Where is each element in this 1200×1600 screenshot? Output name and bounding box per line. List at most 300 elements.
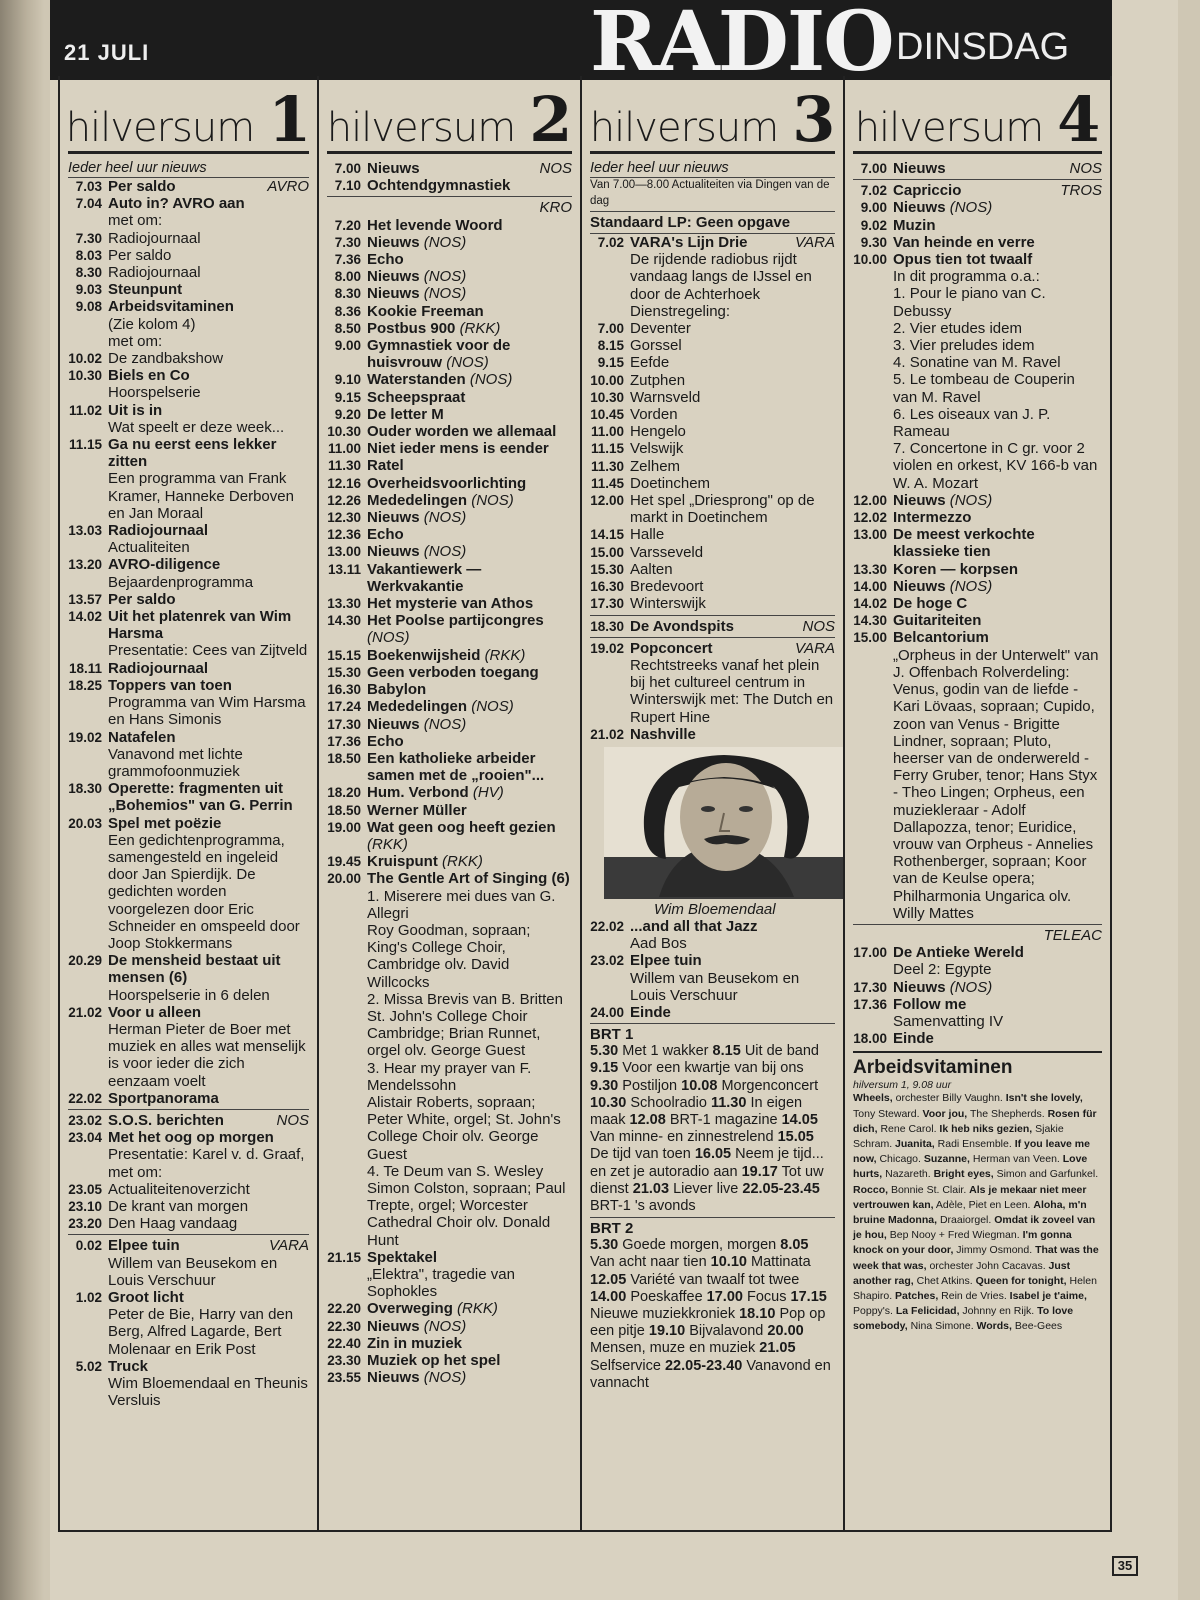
program-title-text: Einde [893,1030,934,1048]
program-title-text: Nieuws [893,577,946,595]
broadcaster: VARA [794,234,836,252]
divider [590,615,835,616]
program-title-text: Per saldo [108,590,176,608]
program-source: (NOS) [423,268,467,286]
program-time: 13.00 [327,544,362,560]
program-time: 14.02 [853,596,888,612]
program-time: 7.00 [860,161,888,176]
program-title [630,372,835,389]
program-entry [327,716,572,733]
song-title: Queen for tonight, [975,1274,1067,1287]
program-title-text: De krant van morgen [108,1197,249,1215]
program-title-text: De letter M [367,405,444,423]
program-title-text: Deventer [630,320,691,338]
program-entry [327,509,572,526]
song-artist: Bee-Gees [1014,1320,1063,1333]
program-title-text: Mededelingen [367,491,468,509]
program-time: 11.30 [590,458,625,474]
program-time: 7.00 [334,161,362,176]
program-title [108,591,309,608]
brt-program: Van acht naar tien [590,1254,707,1271]
broadcaster: TELEAC [1043,926,1102,944]
brt-time: 5.30 [590,1043,619,1060]
program-title-text: Nieuws [367,1369,420,1387]
brt-program: In eigen maak [590,1094,803,1128]
program-title-text: Groot licht [108,1289,184,1306]
brt-time: 15.05 [777,1129,814,1146]
brt-program: BRT-1 magazine [669,1111,778,1128]
program-entry [68,1004,309,1021]
program-title-text: Popconcert [630,639,713,657]
program-time: 10.02 [68,351,102,367]
program-time: 19.00 [327,819,362,835]
program-title [367,716,572,733]
song-artist: Jimmy Osmond. [956,1244,1033,1257]
program-entry [327,681,572,698]
brt-program: Pop op een pitje [590,1305,826,1340]
program-title [108,1181,309,1198]
divider [327,196,572,197]
song-title: Love hurts, [853,1153,1088,1181]
program-title-text: Radiojournaal [108,264,201,282]
program-entry [853,509,1102,526]
program-title [893,996,1102,1013]
program-entry [853,944,1102,961]
channel-heading [327,82,572,154]
brt-time: 10.10 [710,1254,747,1271]
song-title: That was the week that was, [853,1244,1099,1272]
song-title: La Felicidad, [895,1305,960,1318]
program-entry [327,561,572,595]
program-title [367,475,572,492]
channel-number: 2 [529,83,573,156]
program-time: 15.00 [853,630,888,646]
brt-time: 14.05 [781,1111,818,1128]
program-title-text: Uit is in [108,401,163,419]
program-entry [327,733,572,750]
program-time: 10.30 [68,368,102,384]
column-hilversum-4 [845,76,1110,1530]
song-title: Omdat ik zoveel van je hou, [853,1213,1096,1242]
program-title [893,578,1102,595]
broadcaster: NOS [802,617,836,635]
program-title [367,543,572,560]
program-time: 12.26 [327,492,362,508]
brt-time: 22.05-23.45 [742,1180,820,1197]
program-title [108,522,309,539]
program-title-text: Ouder worden we allemaal [367,423,557,441]
program-entry [853,979,1102,996]
program-entry [68,1237,309,1254]
program-entry [853,612,1102,629]
program-time: 1.02 [75,1290,102,1305]
program-entry [590,372,835,389]
program-title [630,952,835,969]
program-entry [68,1181,309,1198]
program-title-text: Vorden [630,406,678,424]
program-time: 16.30 [327,682,362,698]
program-time: 13.20 [68,557,102,573]
program-time: 23.02 [590,953,625,969]
program-title-text: Niet ieder mens is eender [367,440,549,458]
program-list-late [590,918,835,1021]
program-time: 10.00 [590,372,625,388]
song-title: Just another rag, [853,1259,1071,1287]
radio-page [50,0,1178,1600]
program-entry [327,160,572,177]
program-title-text: Nieuws [367,233,420,251]
program-source: (NOS) [949,577,993,595]
program-title [630,234,791,251]
program-time: 16.30 [590,579,625,595]
program-time: 21.02 [68,1004,102,1020]
program-title [367,337,572,371]
program-time: 9.15 [597,355,625,371]
brt-program: Postiljon [622,1077,678,1094]
broadcaster: NOS [276,1111,310,1129]
program-time: 14.02 [68,609,102,625]
news-note: Ieder heel uur nieuws [68,160,309,178]
program-time: 14.30 [327,613,362,629]
program-time: 19.02 [68,729,102,745]
program-description: Rechtstreeks vanaf het plein bij het cultureel centrum in Winterswijk met: The Dutch en Rupert Hine [630,656,834,726]
program-title [630,526,835,543]
program-time: 13.03 [68,523,102,539]
program-description: Een gedichtenprogramma, samengesteld en ingeleid door Jan Spierdijk. De gedichten worden voorgelezen door Eric Schneider en omspeeld door Joop Stokkermans [108,831,300,952]
program-entry [853,1030,1102,1047]
song-title: Patches, [895,1290,939,1302]
portrait-photo [604,747,844,899]
program-time: 13.11 [327,561,362,577]
program-title [630,544,835,561]
program-title [108,815,309,832]
song-artist: Bonnie St. Clair. [890,1183,967,1196]
program-title [630,1004,835,1021]
program-title-text: Winterswijk [630,595,706,613]
actualiteiten-note: Van 7.00—8.00 Actualiteiten via Dingen van de dag [590,178,835,212]
program-title [630,578,835,595]
program-title-text: Sportpanorama [108,1089,219,1107]
program-time: 8.03 [75,247,102,263]
program-title-text: Voor u alleen [108,1003,202,1021]
program-source: (NOS) [469,371,513,389]
program-title-text: S.O.S. berichten [108,1111,224,1129]
program-entry [327,612,572,646]
program-title-text: Steunpunt [108,281,183,299]
song-artist: Simon and Garfunkel. [996,1168,1099,1181]
program-list [327,160,572,1386]
program-source: (RKK) [367,835,408,853]
program-entry [853,217,1102,234]
broadcaster: KRO [539,199,573,217]
program-title [367,199,535,216]
program-entry [327,440,572,457]
program-title-text: Wat geen oog heeft gezien [367,818,556,836]
program-title [630,389,835,406]
program-entry [68,298,309,315]
program-time: 17.30 [590,596,625,612]
program-time: 13.00 [853,527,888,543]
program-title-text: Ochtendgymnastiek [367,177,511,195]
program-entry [590,618,835,635]
brt1-title [590,1026,835,1043]
program-time: 11.15 [68,437,102,453]
program-entry [327,1352,572,1369]
program-entry [853,234,1102,251]
program-title-text: Van heinde en verre [893,233,1035,251]
program-entry [68,1358,309,1375]
program-time: 12.00 [590,493,625,509]
broadcaster: AVRO [267,178,310,195]
program-entry [327,217,572,234]
program-entry [590,440,835,457]
program-title [108,350,309,367]
program-description: Hoorspelserie [108,384,201,402]
song-title: Words, [976,1320,1012,1333]
news-note: Ieder heel uur nieuws [590,160,835,178]
program-time: 18.20 [327,785,362,801]
channel-number: 1 [268,83,312,156]
program-time: 11.15 [590,441,625,457]
song-artist: Poppy's. [853,1305,893,1318]
brt-program: Bijvalavond [689,1323,764,1340]
program-title [367,406,572,423]
song-title: Bright eyes, [933,1168,994,1181]
program-time: 12.00 [853,492,888,508]
program-title [893,251,1102,268]
program-time: 7.36 [334,252,362,268]
program-title [108,367,309,384]
program-time [853,927,893,944]
program-entry [327,526,572,543]
song-title: Isn't she lovely, [1005,1092,1083,1105]
program-title [108,1289,309,1306]
program-entry [68,367,309,384]
broadcaster: VARA [268,1237,310,1255]
program-title-text: Opus tien tot twaalf [893,251,1033,269]
program-title-text: Guitariteiten [893,612,982,630]
program-title [108,298,309,315]
program-entry [853,927,1102,944]
program-description: 1. Miserere mei dues van G. Allegri Roy Goodman, sopraan; King's College Choir, Cambridge olv. David Willcocks 2. Missa Brevis van B. Britten St. John's College Choir Cambridge; Brian Runnet, orgel olv. George Guest 3. Hear my prayer van F. Mendelssohn Alistair Roberts, sopraan; Peter White, orgel; St. John's College Choir olv. George Guest 4. Te Deum van S. Wesley Simon Colston, sopraan; Paul Trepte, orgel; Worcester Cathedral Choir olv. Donald Hunt [367,887,566,1249]
song-artist: orchester Billy Vaughn. [895,1092,1003,1105]
program-source: (NOS) [423,715,467,733]
program-title-text: Kruispunt [367,853,438,871]
program-title-text: Warnsveld [630,388,701,406]
song-title: Voor jou, [922,1107,968,1120]
program-title-text: Operette: fragmenten uit „Bohemios" van G. Perrin [108,780,293,815]
program-title [367,160,535,177]
program-entry [327,423,572,440]
brt-time: 16.05 [694,1146,732,1163]
program-title-text: Echo [367,732,404,750]
program-time: 7.04 [75,196,102,212]
program-title [630,354,835,371]
program-entry [68,1289,309,1306]
program-time: 7.00 [597,321,625,337]
program-list [590,234,835,743]
program-title [367,509,572,526]
program-title [630,595,835,612]
program-entry [853,199,1102,216]
program-title [367,320,572,337]
program-title [893,160,1065,177]
brt-program: Neem je tijd... en zet je autoradio aan [590,1146,824,1180]
program-entry [327,475,572,492]
program-title [367,698,572,715]
program-title [108,247,309,264]
program-time: 9.30 [860,234,888,250]
song-title: Aloha, m'n bruine Madonna, [853,1198,1087,1226]
program-title-text: Gorssel [630,337,682,355]
program-time: 15.15 [327,647,362,663]
program-time: 10.45 [590,407,625,423]
header-title: RADIO [590,0,893,90]
program-title [630,440,835,457]
brt-time: 8.15 [712,1043,741,1060]
program-title-text: Follow me [893,995,967,1013]
program-title-text: Spektakel [367,1248,438,1266]
song-title: Isabel je t'aime, [1009,1290,1087,1302]
program-title [108,1215,309,1232]
program-entry [68,780,309,814]
brt1-schedule [590,1043,835,1215]
program-entry [590,354,835,371]
program-title [108,178,263,195]
song-title: Juanita, [895,1137,935,1150]
program-entry [68,402,309,419]
program-title-text: Gymnastiek voor de huisvrouw [367,337,511,372]
broadcaster: TROS [1060,182,1102,200]
program-title-text: Bredevoort [630,578,704,596]
program-description: (Zie kolom 4) met om: [108,315,196,350]
song-title: To love somebody, [853,1305,1074,1333]
program-time: 24.00 [590,1004,625,1020]
song-artist: Sjakie Schram. [853,1122,1064,1150]
program-description: Willem van Beusekom en Louis Verschuur [630,969,800,1004]
program-title [367,802,572,819]
channel-number: 4 [1057,83,1101,156]
program-entry [68,1112,309,1129]
program-title-text: Per saldo [108,178,176,195]
program-entry [68,1215,309,1232]
program-title-text: VARA's Lijn Drie [630,234,748,252]
program-time: 8.50 [334,320,362,336]
program-title [630,423,835,440]
program-title-text: Een katholieke arbeider samen met de „rooien"... [367,749,545,785]
program-entry [327,1335,572,1352]
program-title-text: ...and all that Jazz [630,917,758,935]
program-title [893,526,1102,560]
program-title-text: Actualiteitenoverzicht [108,1180,250,1198]
program-time: 9.00 [334,338,362,354]
program-title [630,320,835,337]
program-entry [68,556,309,573]
program-entry [327,595,572,612]
brt-time: 21.05 [759,1340,796,1357]
program-title-text: Nieuws [367,1317,420,1335]
program-title [367,1249,572,1266]
program-title [893,595,1102,612]
program-time: 9.03 [75,282,102,298]
program-title-text: Zutphen [630,371,686,389]
program-time: 19.45 [327,854,362,870]
program-title-text: Halle [630,526,665,544]
program-entry [327,303,572,320]
program-title [367,1352,572,1369]
program-entry [590,475,835,492]
broadcaster: NOS [1069,160,1102,177]
program-entry [68,1090,309,1107]
program-time: 22.02 [68,1090,102,1106]
program-time: 15.30 [327,664,362,680]
adjacent-page-edge [0,0,44,1600]
column-hilversum-2 [319,76,582,1530]
program-title-text: Nieuws [893,160,946,177]
program-title-text: Biels en Co [108,367,190,385]
program-title-text: Muzin [893,216,936,234]
program-description: Presentatie: Karel v. d. Graaf, met om: [108,1146,305,1181]
program-title-text: Intermezzo [893,509,972,527]
program-description: In dit programma o.a.: 1. Pour le piano van C. Debussy 2. Vier etudes idem 3. Vier preludes idem 4. Sonatine van M. Ravel 5. Le tombeau de Couperin van M. Ravel 6. Les oiseaux van J. P. Rameau 7. Concertone in C gr. voor 2 violen en orkest, KV 166-b van W. A. Mozart [893,268,1098,492]
program-title [630,337,835,354]
program-description: Willem van Beusekom en Louis Verschuur [108,1254,278,1289]
program-title-text: Auto in? AVRO aan [108,195,245,213]
program-title-text: Nieuws [367,543,420,561]
song-title: Als je mekaar niet meer vertrouwen kan, [853,1183,1087,1211]
brt-program: Mensen, muze en muziek [590,1340,756,1357]
program-title-text: Kookie Freeman [367,302,484,320]
program-title [108,1004,309,1021]
lp-note [590,212,835,234]
program-time: 21.15 [327,1249,362,1265]
song-artist: Rene Carol. [880,1122,937,1135]
program-title-text: Ratel [367,457,404,475]
song-artist: Johnny en Rijk. [962,1305,1035,1318]
program-description: Actualiteiten [108,539,190,557]
channel-heading [590,82,835,154]
program-entry [327,870,572,887]
program-title-text: Met het oog op morgen [108,1129,274,1147]
program-title-text: Nieuws [367,715,420,733]
brt-program: Morgenconcert [721,1077,819,1094]
song-artist: orchester John Cacavas. [929,1259,1046,1272]
brt-program: Uit de band [744,1043,819,1060]
program-title [108,1090,309,1107]
program-title-text: Het Poolse partijcongres [367,612,544,630]
song-artist: Chicago. [879,1153,921,1166]
program-time: 11.00 [327,441,362,457]
program-time: 12.36 [327,527,362,543]
song-artist: Helen Shapiro. [853,1274,1097,1302]
program-time: 22.30 [327,1318,362,1334]
program-time: 17.36 [853,996,888,1012]
program-title-text: Toppers van toen [108,676,232,694]
program-time: 9.15 [334,389,362,405]
divider [68,1109,309,1110]
program-source: (NOS) [471,698,514,716]
program-title [367,647,572,664]
program-title [108,230,309,247]
program-entry [327,337,572,371]
brt-time: 19.17 [741,1163,778,1180]
program-description: „Elektra", tragedie van Sophokles [367,1266,515,1301]
program-time: 22.02 [590,918,625,934]
program-entry [327,647,572,664]
program-title [630,406,835,423]
page-number: 35 [1112,1556,1138,1576]
brt-time: 14.00 [590,1288,627,1305]
